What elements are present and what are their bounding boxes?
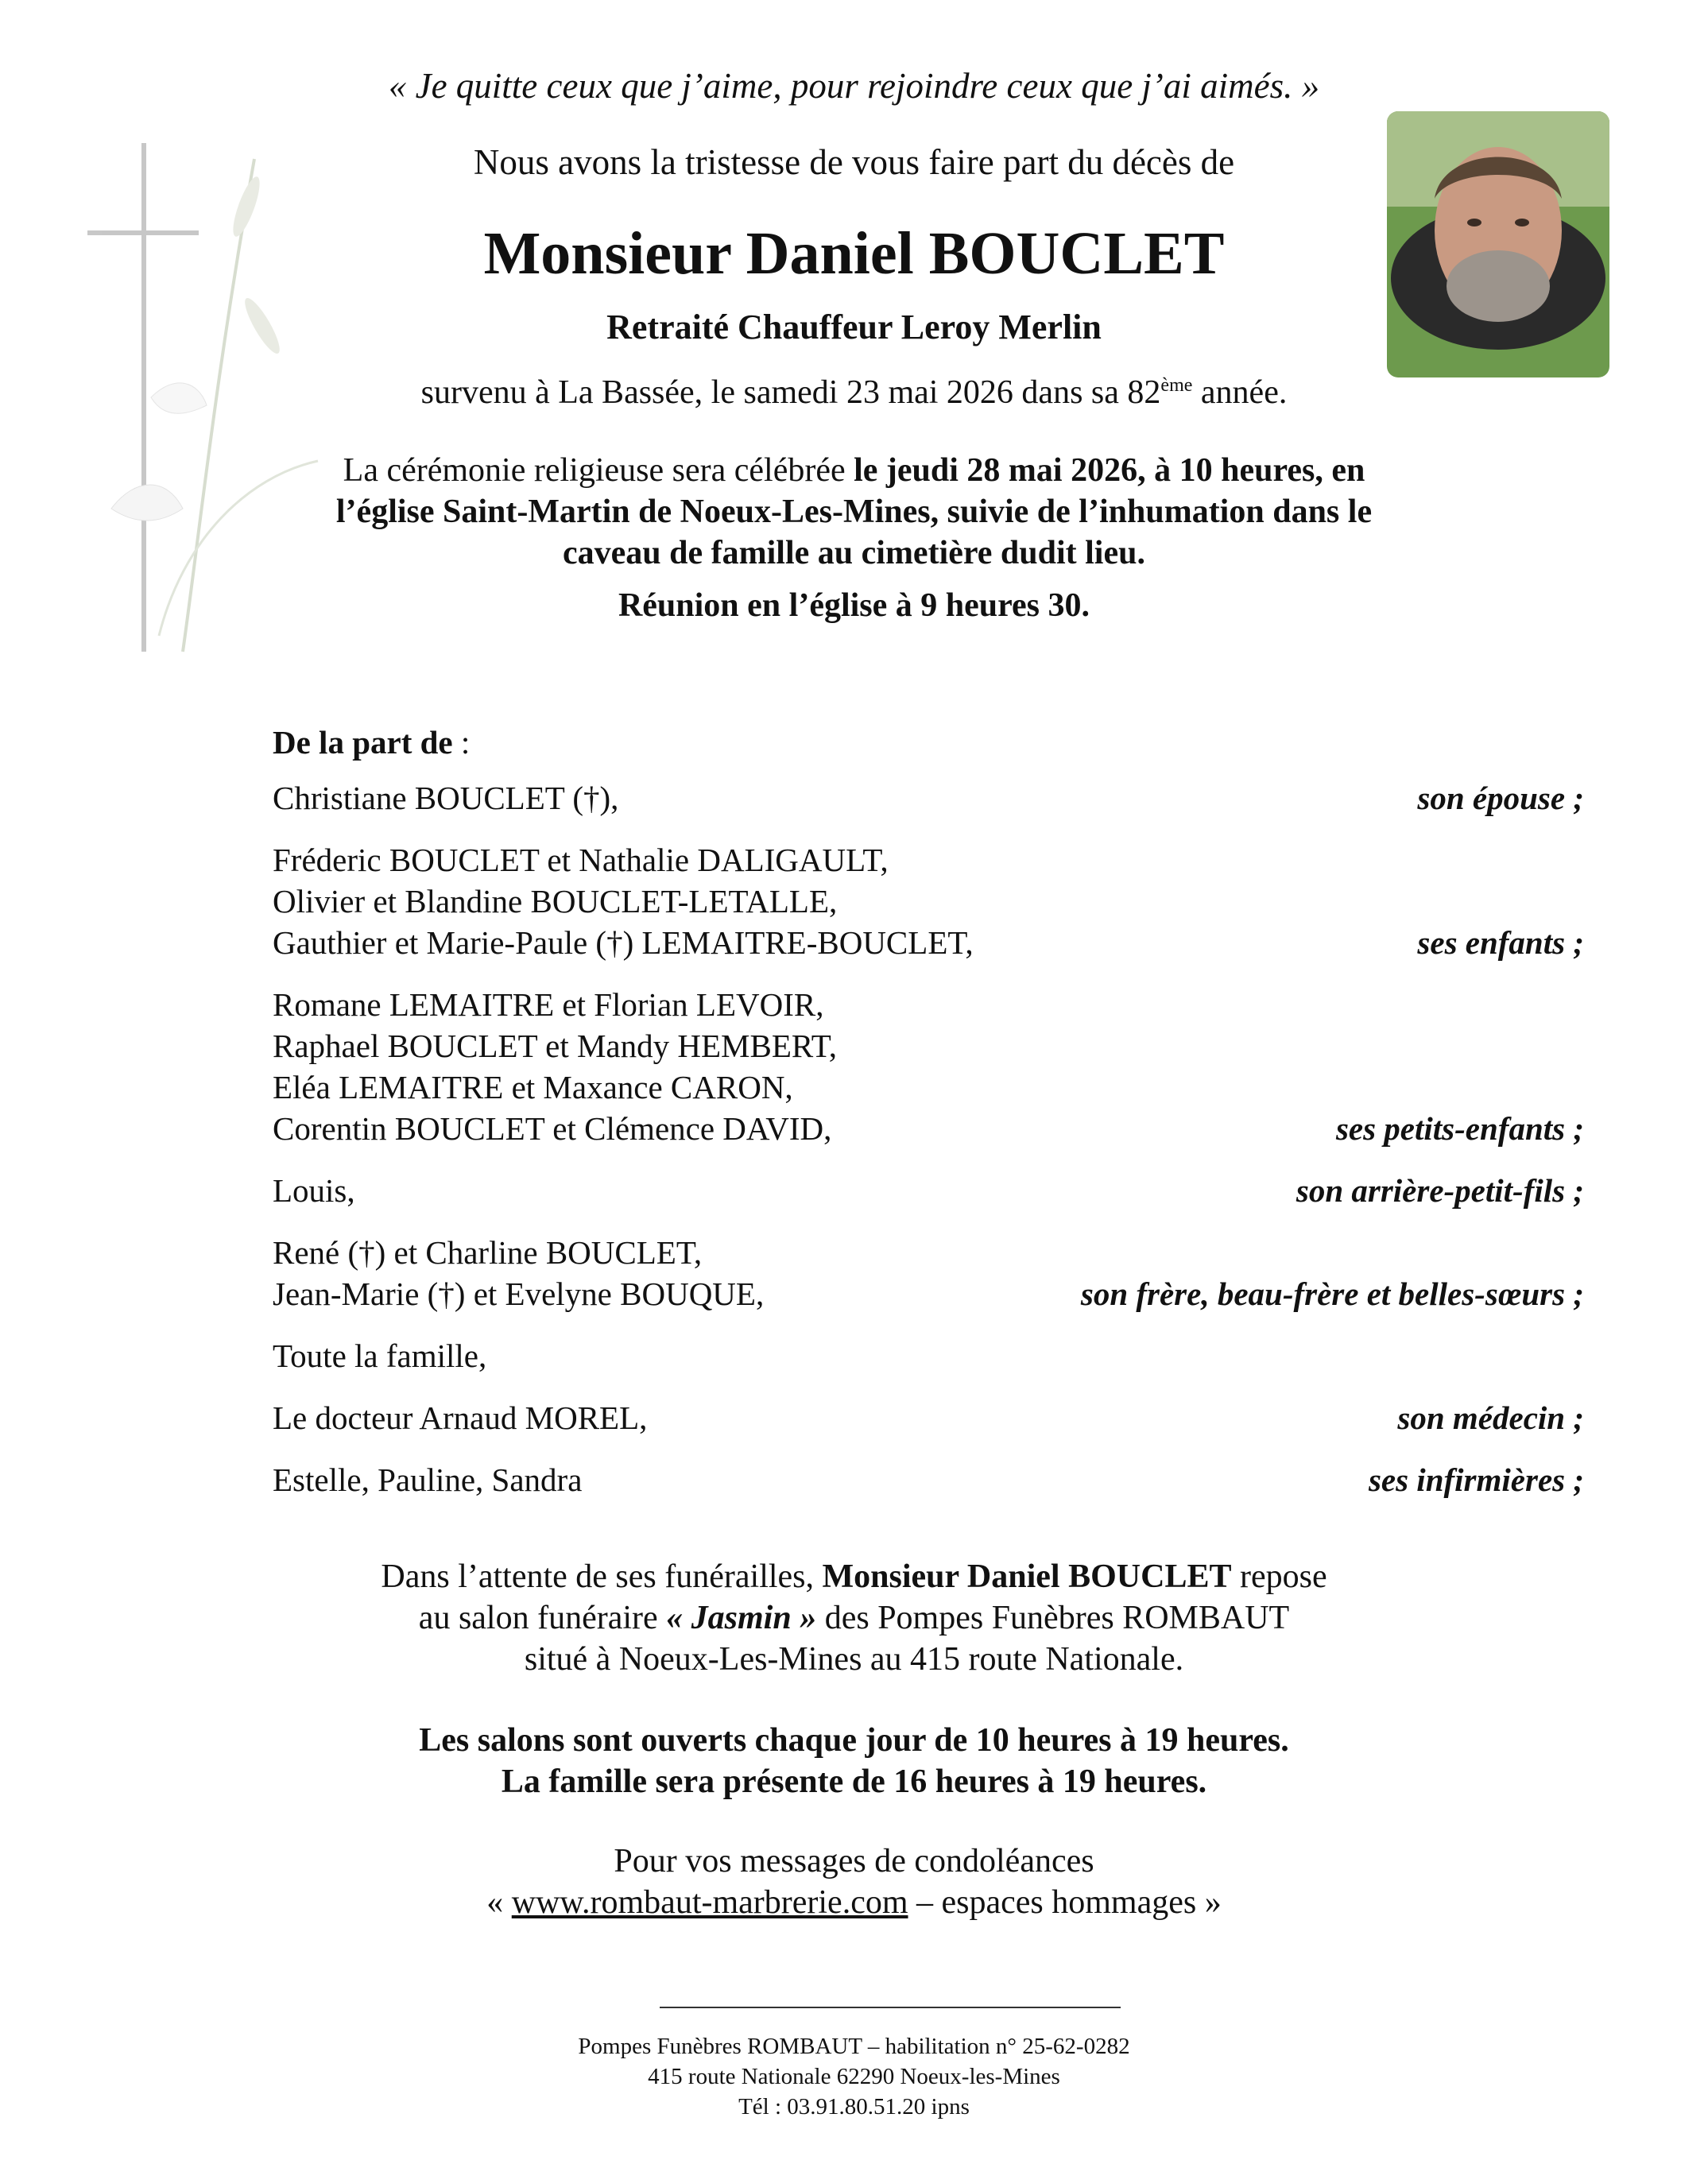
family-member-line: Christiane BOUCLET (†),: [273, 780, 619, 816]
family-member-line: Fréderic BOUCLET et Nathalie DALIGAULT,: [273, 842, 889, 878]
family-member-line: Estelle, Pauline, Sandra: [273, 1461, 583, 1498]
announcement-intro: Nous avons la tristesse de vous faire part du décès de: [473, 142, 1235, 182]
deceased-profession: Retraité Chauffeur Leroy Merlin: [606, 308, 1102, 346]
family-relation: ses infirmières ;: [1368, 1461, 1584, 1498]
family-relation: son frère, beau-frère et belles-sœurs ;: [1080, 1276, 1584, 1312]
family-group: [273, 1335, 1584, 1376]
family-list: [273, 723, 1584, 1521]
family-group: [273, 839, 1584, 963]
death-details: survenu à La Bassée, le samedi 23 mai 2026 dans sa 82ème année.: [420, 374, 1288, 411]
family-member-line: Gauthier et Marie-Paule (†) LEMAITRE-BOUCLET,: [273, 924, 974, 961]
family-group: [273, 1397, 1584, 1438]
funeral-home-footer: Pompes Funèbres ROMBAUT – habilitation n° 25-62-0282 415 route Nationale 62290 Noeux-les-Mines Tél : 03.91.80.51.20 ipns: [578, 2034, 1130, 2119]
family-member-line: Toute la famille,: [273, 1337, 487, 1374]
family-member-line: Eléa LEMAITRE et Maxance CARON,: [273, 1069, 793, 1105]
family-relation: ses petits-enfants ;: [1335, 1110, 1584, 1147]
epitaph-quote: « Je quitte ceux que j’aime, pour rejoindre ceux que j’ai aimés. »: [388, 66, 1320, 106]
family-group: [273, 984, 1584, 1149]
condolences-link[interactable]: www.rombaut-marbrerie.com: [511, 1884, 908, 1921]
family-member-line: Romane LEMAITRE et Florian LEVOIR,: [273, 986, 824, 1023]
family-member-line: Raphael BOUCLET et Mandy HEMBERT,: [273, 1028, 838, 1064]
footer-divider: [660, 2007, 1121, 2008]
family-member-line: René (†) et Charline BOUCLET,: [273, 1234, 703, 1271]
family-member-line: Corentin BOUCLET et Clémence DAVID,: [273, 1110, 832, 1147]
reunion-time: Réunion en l’église à 9 heures 30.: [618, 587, 1090, 624]
family-relation: son arrière-petit-fils ;: [1296, 1172, 1584, 1209]
opening-hours: Les salons sont ouverts chaque jour de 10 heures à 19 heures. La famille sera présente de 16 heures à 19 heures.: [419, 1722, 1289, 1800]
family-member-line: Jean-Marie (†) et Evelyne BOUQUE,: [273, 1276, 765, 1312]
deceased-name: Monsieur Daniel BOUCLET: [483, 220, 1225, 287]
family-heading: De la part de :: [273, 724, 471, 761]
family-groups: [273, 777, 1584, 1500]
family-relation: ses enfants ;: [1417, 924, 1584, 961]
family-group: [273, 777, 1584, 819]
family-member-line: Olivier et Blandine BOUCLET-LETALLE,: [273, 883, 838, 919]
repose-details: Dans l’attente de ses funérailles, Monsieur Daniel BOUCLET repose au salon funéraire « Jasmin » des Pompes Funèbres ROMBAUT situé à Noeux-Les-Mines au 415 route Nationale.: [381, 1558, 1327, 1678]
family-group: [273, 1232, 1584, 1314]
family-group: [273, 1459, 1584, 1500]
family-group: [273, 1170, 1584, 1211]
family-member-line: Le docteur Arnaud MOREL,: [273, 1399, 648, 1436]
family-relation: son médecin ;: [1397, 1399, 1584, 1436]
condolences: Pour vos messages de condoléances « www.rombaut-marbrerie.com – espaces hommages »: [486, 1843, 1222, 1921]
ceremony-details: La cérémonie religieuse sera célébrée le jeudi 28 mai 2026, à 10 heures, en l’église Saint-Martin de Noeux-Les-Mines, suivie de l’inhumation dans le caveau de famille au cimetière dudit lieu.: [335, 452, 1373, 571]
family-member-line: Louis,: [273, 1172, 355, 1209]
family-relation: son épouse ;: [1417, 780, 1584, 816]
